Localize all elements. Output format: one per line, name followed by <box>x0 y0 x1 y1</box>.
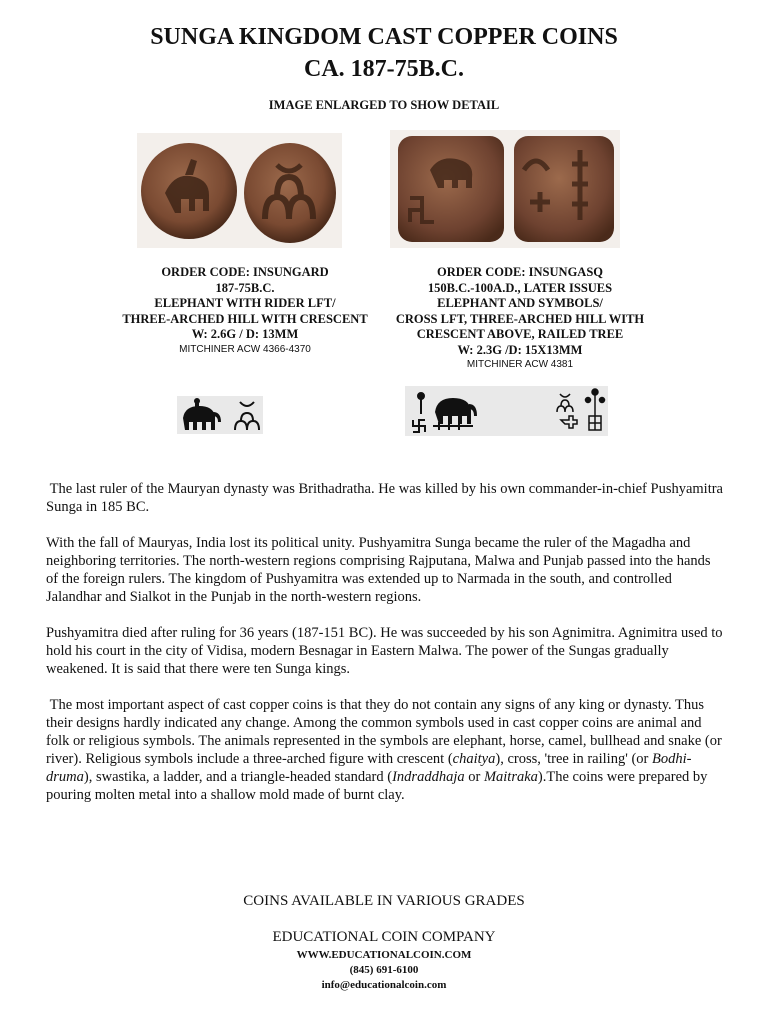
coin-weight: W: 2.3G /D: 15X13MM <box>457 342 583 357</box>
company-name: EDUCATIONAL COIN COMPANY <box>272 929 496 945</box>
coin-description-2: THREE-ARCHED HILL WITH CRESCENT <box>122 311 368 326</box>
square-coin-reverse <box>514 136 614 242</box>
coin-reference: MITCHINER ACW 4381 <box>466 359 574 370</box>
symbols-insungasq <box>405 386 608 436</box>
paragraph-pushyamitra: Pushyamitra died after ruling for 36 years (187-151 BC). He was succeeded by his son Agnimitra. Agnimitra used to hold his court in the city of Vidisa, modern Besnagar in Eastern Malwa. The power of the Sungas gradually weakened. It is said that there were ten Sunga kings. <box>46 625 723 677</box>
round-coins-image <box>137 133 342 248</box>
company-email: info@educationalcoin.com <box>321 979 447 991</box>
coin-reference: MITCHINER ACW 4366-4370 <box>179 343 311 355</box>
paragraph-cast-coins: The most important aspect of cast copper coins is that they do not contain any signs of any king or dynasty. Thus their designs hardly indicated any change. Among the common symbols used in cast copper coins are animal and folk or religious symbols. The animals represented in the symbols are elephant, horse, camel, bullhead and snake (or river). Religious symbols include a three-arched figure with crescent (chaitya), cross, 'tree in railing' (or Bodhi-druma), swastika, a ladder, and a triangle-headed standard (Indraddhaja or Maitraka).The coins were prepared by pouring molten metal into a shallow mold made of burnt clay. <box>46 697 722 803</box>
coin-date: 150B.C.-100A.D., LATER ISSUES <box>427 280 613 295</box>
paragraph-intro: The last ruler of the Mauryan dynasty was Brithadratha. He was killed by his own commander-in-chief Pushyamitra Sunga in 185 BC. <box>46 481 723 515</box>
coin-description-2: CROSS LFT, THREE-ARCHED HILL WITH <box>395 311 645 326</box>
cross-icon <box>561 416 577 428</box>
elephant-rider-icon <box>183 398 221 430</box>
standard-icon <box>418 393 424 414</box>
square-coin-obverse <box>398 136 504 242</box>
coin-info-insungasq <box>385 265 655 371</box>
symbols-insungard <box>177 396 263 434</box>
company-website: WWW.EDUCATIONALCOIN.COM <box>296 949 472 961</box>
page-title: SUNGA KINGDOM CAST COPPER COINS <box>150 24 618 50</box>
image-note: IMAGE ENLARGED TO SHOW DETAIL <box>268 98 500 112</box>
page-title-date: CA. 187-75B.C. <box>304 56 464 82</box>
article-body <box>46 480 726 822</box>
elephant-icon <box>435 398 477 424</box>
coin-weight: W: 2.6G / D: 13MM <box>191 327 299 341</box>
order-code: ORDER CODE: INSUNGARD <box>161 265 329 279</box>
coin-info-insungard <box>100 265 390 356</box>
swastika-icon <box>413 420 425 432</box>
square-coins-image <box>390 130 620 248</box>
coin-description-1: ELEPHANT WITH RIDER LFT/ <box>154 296 336 310</box>
three-arched-hill-icon <box>235 402 259 430</box>
three-arched-hill-icon <box>557 394 573 412</box>
company-phone: (845) 691-6100 <box>349 964 419 976</box>
coin-photo-round <box>137 133 342 248</box>
order-code: ORDER CODE: INSUNGASQ <box>437 265 603 279</box>
coin-photo-square <box>390 130 620 248</box>
grades-note: COINS AVAILABLE IN VARIOUS GRADES <box>243 893 525 909</box>
coin-description-1: ELEPHANT AND SYMBOLS/ <box>437 296 603 310</box>
coin-date: 187-75B.C. <box>215 280 275 295</box>
railed-tree-icon <box>586 389 605 430</box>
coin-reverse <box>244 143 336 243</box>
paragraph-mauryas: With the fall of Mauryas, India lost its political unity. Pushyamitra Sunga became the ruler of the Magadha and neighboring territories. The north-western regions comprising Rajputana, Malwa and Punjab passed into the hands of the foreign rulers. The kingdom of Pushyamitra was extended up to Narmada in the south, and controlled Jalandhar and Sialkot in the Punjab in the north-western regions. <box>46 535 711 605</box>
coin-description-3: CRESCENT ABOVE, RAILED TREE <box>416 327 624 341</box>
